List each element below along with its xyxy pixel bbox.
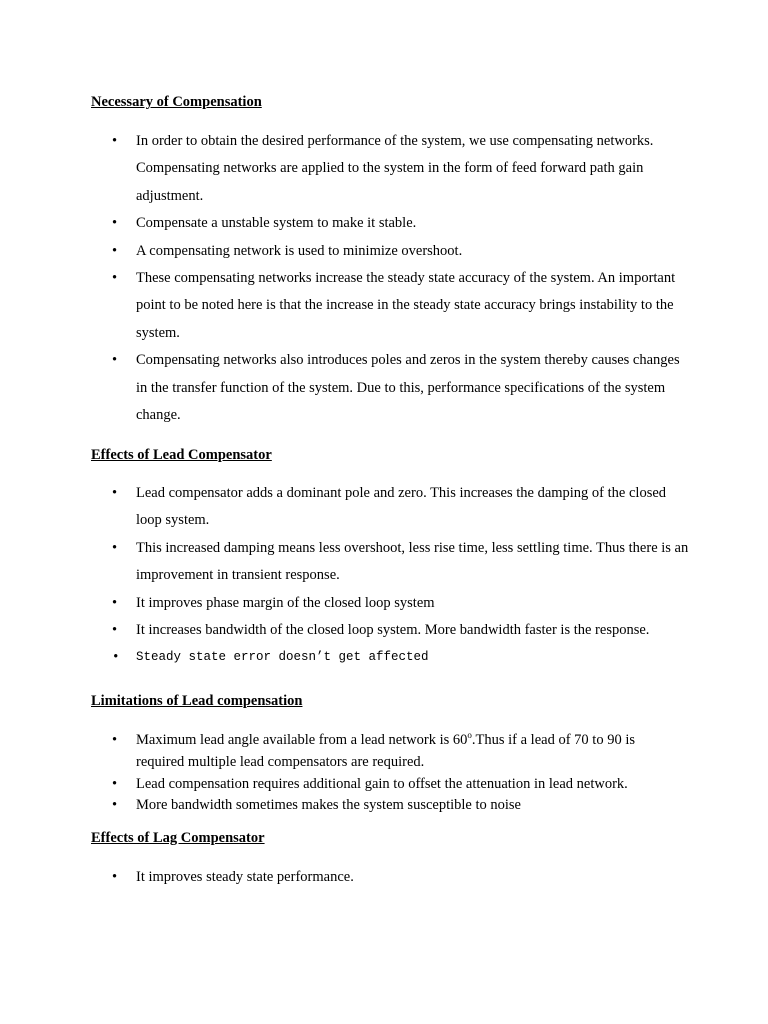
list-item: • It improves phase margin of the closed loop system <box>91 590 691 617</box>
list-item: • Lead compensation requires additional gain to offset the attenuation in lead network. <box>91 774 681 796</box>
degree-superscript: o <box>467 730 472 741</box>
list-item: • Lead compensator adds a dominant pole and zero. This increases the damping of the closed loop system. <box>91 480 691 535</box>
list-item: • A compensating network is used to minimize overshoot. <box>91 238 681 265</box>
section-heading-effects-of-lag-compensator: Effects of Lag Compensator <box>91 830 265 846</box>
list-item: • This increased damping means less overshoot, less rise time, less settling time. Thus there is an improvement in transient response. <box>91 535 691 590</box>
list-item: • It improves steady state performance. <box>91 864 691 891</box>
list-item: • It increases bandwidth of the closed loop system. More bandwidth faster is the response. <box>91 617 691 644</box>
list-item: • Steady state error doesn’t get affected <box>91 644 691 671</box>
list-item: • Compensating networks also introduces poles and zeros in the system thereby causes changes in the transfer function of the system. Due to this, performance specifications of the system change. <box>91 347 681 429</box>
list-item: • These compensating networks increase the steady state accuracy of the system. An important point to be noted here is that the increase in the steady state accuracy brings instability to the system. <box>91 265 681 347</box>
list-item: • More bandwidth sometimes makes the system susceptible to noise <box>91 795 681 817</box>
bullet-list-limitations-of-lead-compensation <box>91 730 681 817</box>
bullet-list-necessary-of-compensation <box>91 128 681 429</box>
list-item: • Compensate a unstable system to make it stable. <box>91 210 681 237</box>
bullet-list-effects-of-lead-compensator <box>91 480 691 672</box>
section-heading-effects-of-lead-compensator: Effects of Lead Compensator <box>91 447 272 463</box>
list-item: • In order to obtain the desired performance of the system, we use compensating networks. Compensating networks are applied to the system in the form of feed forward path gain adjustment. <box>91 128 681 210</box>
list-item <box>91 730 681 774</box>
bullet-list-effects-of-lag-compensator <box>91 864 691 891</box>
section-heading-limitations-of-lead-compensation: Limitations of Lead compensation <box>91 693 303 709</box>
list-item-text: .Thus if a lead of 70 to 90 is required multiple lead compensators are required. <box>136 732 635 770</box>
section-heading-necessary-of-compensation: Necessary of Compensation <box>91 94 262 110</box>
list-item-text: Maximum lead angle available from a lead network is 60 <box>136 732 468 748</box>
